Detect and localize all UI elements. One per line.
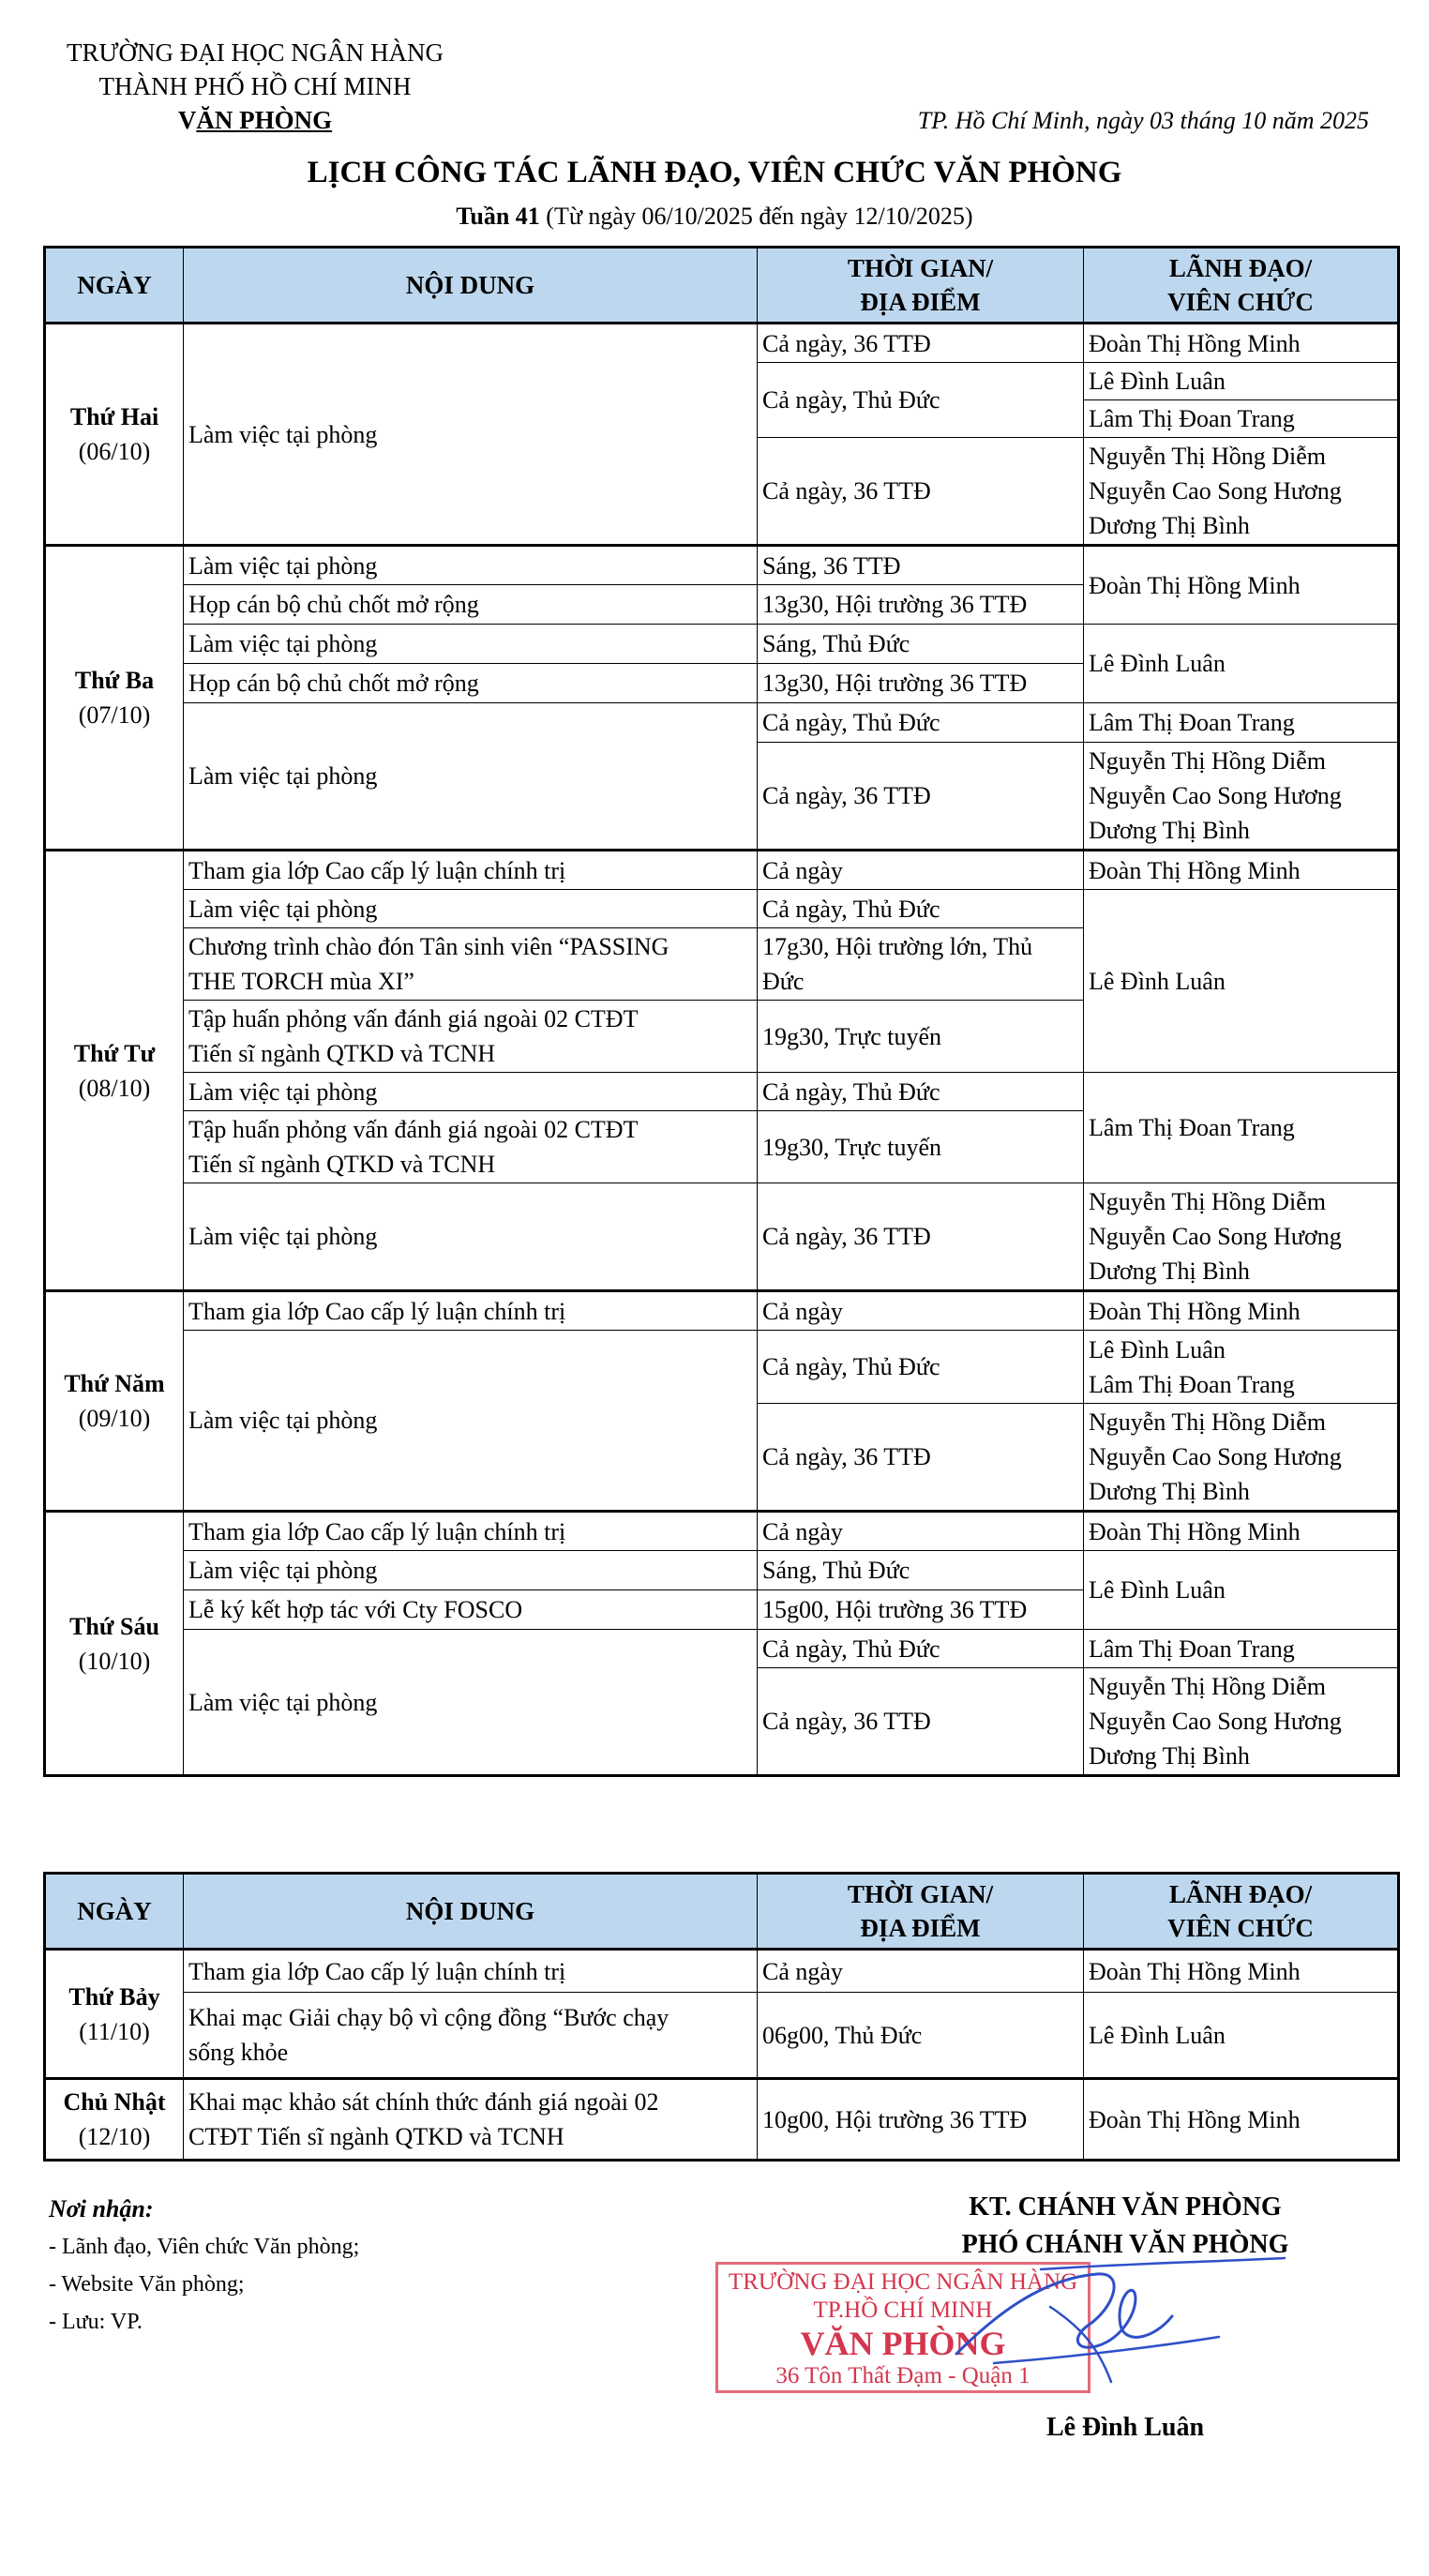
- time-cell: Sáng, 36 TTĐ: [758, 546, 1084, 585]
- time-cell: Cả ngày, 36 TTĐ: [758, 1183, 1084, 1291]
- content-cell: Tập huấn phỏng vấn đánh giá ngoài 02 CTĐT Tiến sĩ ngành QTKD và TCNH: [184, 1111, 758, 1183]
- content-cell: Tham gia lớp Cao cấp lý luận chính trị: [184, 1512, 758, 1551]
- time-cell: Sáng, Thủ Đức: [758, 625, 1084, 664]
- staff-cell: Nguyễn Thị Hồng Diễm Nguyễn Cao Song Hương Dương Thị Bình: [1084, 1668, 1399, 1776]
- table-row: [45, 1512, 1399, 1551]
- content-cell: Tham gia lớp Cao cấp lý luận chính trị: [184, 851, 758, 890]
- table-row: [45, 1331, 1399, 1404]
- staff-cell: Lê Đình Luân: [1084, 625, 1399, 703]
- content-cell: Tham gia lớp Cao cấp lý luận chính trị: [184, 1291, 758, 1331]
- week-label: Tuần 41: [456, 203, 540, 230]
- col-day-header: NGÀY: [45, 248, 184, 324]
- content-cell: Tham gia lớp Cao cấp lý luận chính trị: [184, 1950, 758, 1993]
- table-row: [45, 2079, 1399, 2161]
- university-city: THÀNH PHỐ HỒ CHÍ MINH: [98, 72, 412, 100]
- time-cell: Cả ngày, 36 TTĐ: [758, 743, 1084, 851]
- staff-cell: Lê Đình Luân: [1084, 890, 1399, 1073]
- staff-cell: Lâm Thị Đoan Trang: [1084, 1073, 1399, 1183]
- day-cell-saturday: Thứ Bảy (11/10): [45, 1950, 184, 2079]
- recipient-item: - Website Văn phòng;: [49, 2272, 245, 2297]
- table-row: [45, 1950, 1399, 1993]
- content-cell: Làm việc tại phòng: [184, 703, 758, 851]
- day-cell-wednesday: Thứ Tư (08/10): [45, 851, 184, 1291]
- time-cell: 13g30, Hội trường 36 TTĐ: [758, 664, 1084, 703]
- time-cell: Cả ngày, 36 TTĐ: [758, 1668, 1084, 1776]
- col-day-header: NGÀY: [45, 1874, 184, 1950]
- stamp-line-2: TP.HỒ CHÍ MINH: [813, 2297, 993, 2323]
- staff-cell: Đoàn Thị Hồng Minh: [1084, 851, 1399, 890]
- day-cell-friday: Thứ Sáu (10/10): [45, 1512, 184, 1776]
- table-row: [45, 1073, 1399, 1111]
- col-staff-header: LÃNH ĐẠO/ VIÊN CHỨC: [1084, 248, 1399, 324]
- stamp-line-1: TRƯỜNG ĐẠI HỌC NGÂN HÀNG: [728, 2269, 1078, 2295]
- issue-date: TP. Hồ Chí Minh, ngày 03 tháng 10 năm 2025: [917, 107, 1369, 134]
- time-cell: Cả ngày, 36 TTĐ: [758, 1404, 1084, 1512]
- weekend-schedule-table: [43, 1872, 1400, 2162]
- sign-title-1: KT. CHÁNH VĂN PHÒNG: [969, 2192, 1282, 2222]
- week-range: (Từ ngày 06/10/2025 đến ngày 12/10/2025): [539, 203, 973, 230]
- staff-cell: Đoàn Thị Hồng Minh: [1084, 324, 1399, 363]
- staff-cell: Đoàn Thị Hồng Minh: [1084, 1291, 1399, 1331]
- weekday-schedule-table: [43, 246, 1400, 1777]
- content-cell: Họp cán bộ chủ chốt mở rộng: [184, 664, 758, 703]
- stamp-line-3: VĂN PHÒNG: [800, 2325, 1006, 2362]
- content-cell: Làm việc tại phòng: [184, 625, 758, 664]
- content-cell: Làm việc tại phòng: [184, 1551, 758, 1590]
- time-cell: 15g00, Hội trường 36 TTĐ: [758, 1590, 1084, 1630]
- staff-cell: Đoàn Thị Hồng Minh: [1084, 546, 1399, 625]
- table-header-row: [45, 248, 1399, 324]
- col-content-header: NỘI DUNG: [184, 248, 758, 324]
- table-row: [45, 324, 1399, 363]
- time-cell: 06g00, Thủ Đức: [758, 1993, 1084, 2079]
- staff-cell: Đoàn Thị Hồng Minh: [1084, 2079, 1399, 2161]
- table-row: [45, 1993, 1399, 2079]
- content-cell: Lễ ký kết hợp tác với Cty FOSCO: [184, 1590, 758, 1630]
- col-time-header: THỜI GIAN/ ĐỊA ĐIỂM: [758, 1874, 1084, 1950]
- content-cell: Làm việc tại phòng: [184, 1183, 758, 1291]
- signer-name: Lê Đình Luân: [1045, 2413, 1205, 2442]
- document-title: LỊCH CÔNG TÁC LÃNH ĐẠO, VIÊN CHỨC VĂN PHÒNG: [307, 156, 1122, 189]
- table-row: [45, 1291, 1399, 1331]
- issuer-block: [49, 36, 461, 137]
- time-cell: 10g00, Hội trường 36 TTĐ: [758, 2079, 1084, 2161]
- staff-cell: Lâm Thị Đoan Trang: [1084, 400, 1399, 438]
- office-name: [178, 103, 332, 137]
- staff-cell: Nguyễn Thị Hồng Diễm Nguyễn Cao Song Hương Dương Thị Bình: [1084, 743, 1399, 851]
- col-content-header: NỘI DUNG: [184, 1874, 758, 1950]
- table-row: [45, 1630, 1399, 1668]
- time-cell: Cả ngày, Thủ Đức: [758, 1073, 1084, 1111]
- content-cell: Làm việc tại phòng: [184, 890, 758, 928]
- time-cell: Cả ngày, Thủ Đức: [758, 1331, 1084, 1404]
- table-row: [45, 625, 1399, 664]
- time-cell: Cả ngày: [758, 1291, 1084, 1331]
- staff-cell: Đoàn Thị Hồng Minh: [1084, 1950, 1399, 1993]
- content-cell: Làm việc tại phòng: [184, 324, 758, 546]
- recipients-title: Nơi nhận:: [49, 2195, 154, 2222]
- day-cell-thursday: Thứ Năm (09/10): [45, 1291, 184, 1512]
- content-cell: Làm việc tại phòng: [184, 546, 758, 585]
- table-row: [45, 890, 1399, 928]
- staff-cell: Lâm Thị Đoan Trang: [1084, 703, 1399, 743]
- time-cell: Cả ngày: [758, 1950, 1084, 1993]
- stamp-line-4: 36 Tôn Thất Đạm - Quận 1: [775, 2363, 1030, 2388]
- time-cell: 13g30, Hội trường 36 TTĐ: [758, 585, 1084, 625]
- day-cell-sunday: Chủ Nhật (12/10): [45, 2079, 184, 2161]
- content-cell: Làm việc tại phòng: [184, 1331, 758, 1512]
- time-cell: 19g30, Trực tuyến: [758, 1001, 1084, 1073]
- table-row: [45, 703, 1399, 743]
- staff-cell: Lê Đình Luân: [1084, 1993, 1399, 2079]
- time-cell: Cả ngày: [758, 1512, 1084, 1551]
- office-rest: ĂN PHÒNG: [196, 106, 333, 134]
- table-row: [45, 1551, 1399, 1590]
- table-header-row: [45, 1874, 1399, 1950]
- time-cell: 17g30, Hội trường lớn, Thủ Đức: [758, 928, 1084, 1001]
- staff-cell: Nguyễn Thị Hồng Diễm Nguyễn Cao Song Hương Dương Thị Bình: [1084, 1183, 1399, 1291]
- time-cell: Cả ngày, Thủ Đức: [758, 1630, 1084, 1668]
- time-cell: Cả ngày, Thủ Đức: [758, 363, 1084, 438]
- col-staff-header: LÃNH ĐẠO/ VIÊN CHỨC: [1084, 1874, 1399, 1950]
- table-row: [45, 1183, 1399, 1291]
- day-cell-tuesday: Thứ Ba (07/10): [45, 546, 184, 851]
- col-time-header: THỜI GIAN/ ĐỊA ĐIỂM: [758, 248, 1084, 324]
- time-cell: Cả ngày, Thủ Đức: [758, 890, 1084, 928]
- staff-cell: Đoàn Thị Hồng Minh: [1084, 1512, 1399, 1551]
- time-cell: Cả ngày, Thủ Đức: [758, 703, 1084, 743]
- university-name: TRƯỜNG ĐẠI HỌC NGÂN HÀNG: [67, 38, 444, 67]
- staff-cell: Lâm Thị Đoan Trang: [1084, 1630, 1399, 1668]
- week-line: [0, 203, 1429, 231]
- day-cell-monday: Thứ Hai (06/10): [45, 324, 184, 546]
- handwritten-signature: [938, 2251, 1294, 2410]
- staff-cell: Lê Đình Luân: [1084, 363, 1399, 400]
- staff-cell: Lê Đình Luân: [1084, 1551, 1399, 1630]
- content-cell: Khai mạc khảo sát chính thức đánh giá ngoài 02 CTĐT Tiến sĩ ngành QTKD và TCNH: [184, 2079, 758, 2161]
- office-prefix: V: [177, 106, 197, 134]
- content-cell: Họp cán bộ chủ chốt mở rộng: [184, 585, 758, 625]
- content-cell: Khai mạc Giải chạy bộ vì cộng đồng “Bước chạy sống khỏe: [184, 1993, 758, 2079]
- time-cell: Cả ngày: [758, 851, 1084, 890]
- table-row: [45, 546, 1399, 585]
- table-row: [45, 851, 1399, 890]
- staff-cell: Nguyễn Thị Hồng Diễm Nguyễn Cao Song Hương Dương Thị Bình: [1084, 438, 1399, 546]
- time-cell: Cả ngày, 36 TTĐ: [758, 324, 1084, 363]
- time-cell: 19g30, Trực tuyến: [758, 1111, 1084, 1183]
- recipient-item: - Lưu: VP.: [49, 2310, 143, 2334]
- recipient-item: - Lãnh đạo, Viên chức Văn phòng;: [49, 2235, 360, 2259]
- recipients-block: [49, 2191, 359, 2341]
- content-cell: Chương trình chào đón Tân sinh viên “PASSING THE TORCH mùa XI”: [184, 928, 758, 1001]
- time-cell: Cả ngày, 36 TTĐ: [758, 438, 1084, 546]
- content-cell: Làm việc tại phòng: [184, 1630, 758, 1776]
- staff-cell: Lê Đình Luân Lâm Thị Đoan Trang: [1084, 1331, 1399, 1404]
- content-cell: Làm việc tại phòng: [184, 1073, 758, 1111]
- sign-title-2: PHÓ CHÁNH VĂN PHÒNG: [961, 2230, 1289, 2259]
- content-cell: Tập huấn phỏng vấn đánh giá ngoài 02 CTĐT Tiến sĩ ngành QTKD và TCNH: [184, 1001, 758, 1073]
- staff-cell: Nguyễn Thị Hồng Diễm Nguyễn Cao Song Hương Dương Thị Bình: [1084, 1404, 1399, 1512]
- time-cell: Sáng, Thủ Đức: [758, 1551, 1084, 1590]
